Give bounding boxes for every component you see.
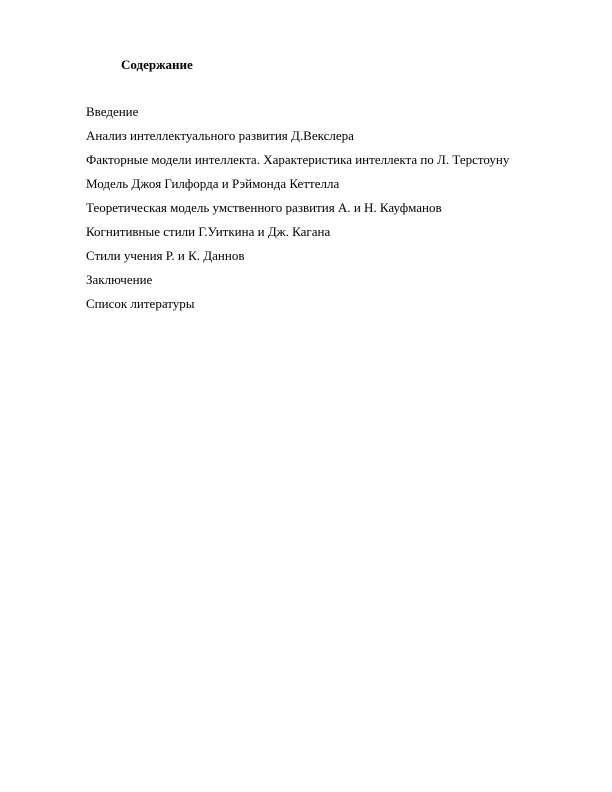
table-of-contents — [86, 104, 509, 320]
toc-item-kaufman: Теоретическая модель умственного развития А. и Н. Кауфманов — [86, 200, 442, 215]
toc-item-references: Список литературы — [86, 296, 195, 311]
toc-item-conclusion: Заключение — [86, 272, 153, 287]
toc-item-cognitive-styles: Когнитивные стили Г.Уиткина и Дж. Кагана — [86, 224, 331, 239]
toc-item-learning-styles: Стили учения Р. и К. Даннов — [86, 248, 245, 263]
toc-item-introduction: Введение — [86, 104, 139, 119]
toc-item-wechsler: Анализ интеллектуального развития Д.Векслера — [86, 128, 354, 143]
toc-item-factor-models: Факторные модели интеллекта. Характеристика интеллекта по Л. Терстоуну — [86, 152, 510, 167]
toc-item-guilford-cattell: Модель Джоя Гилфорда и Рэймонда Кеттелла — [86, 176, 340, 191]
toc-title: Содержание — [121, 57, 193, 72]
